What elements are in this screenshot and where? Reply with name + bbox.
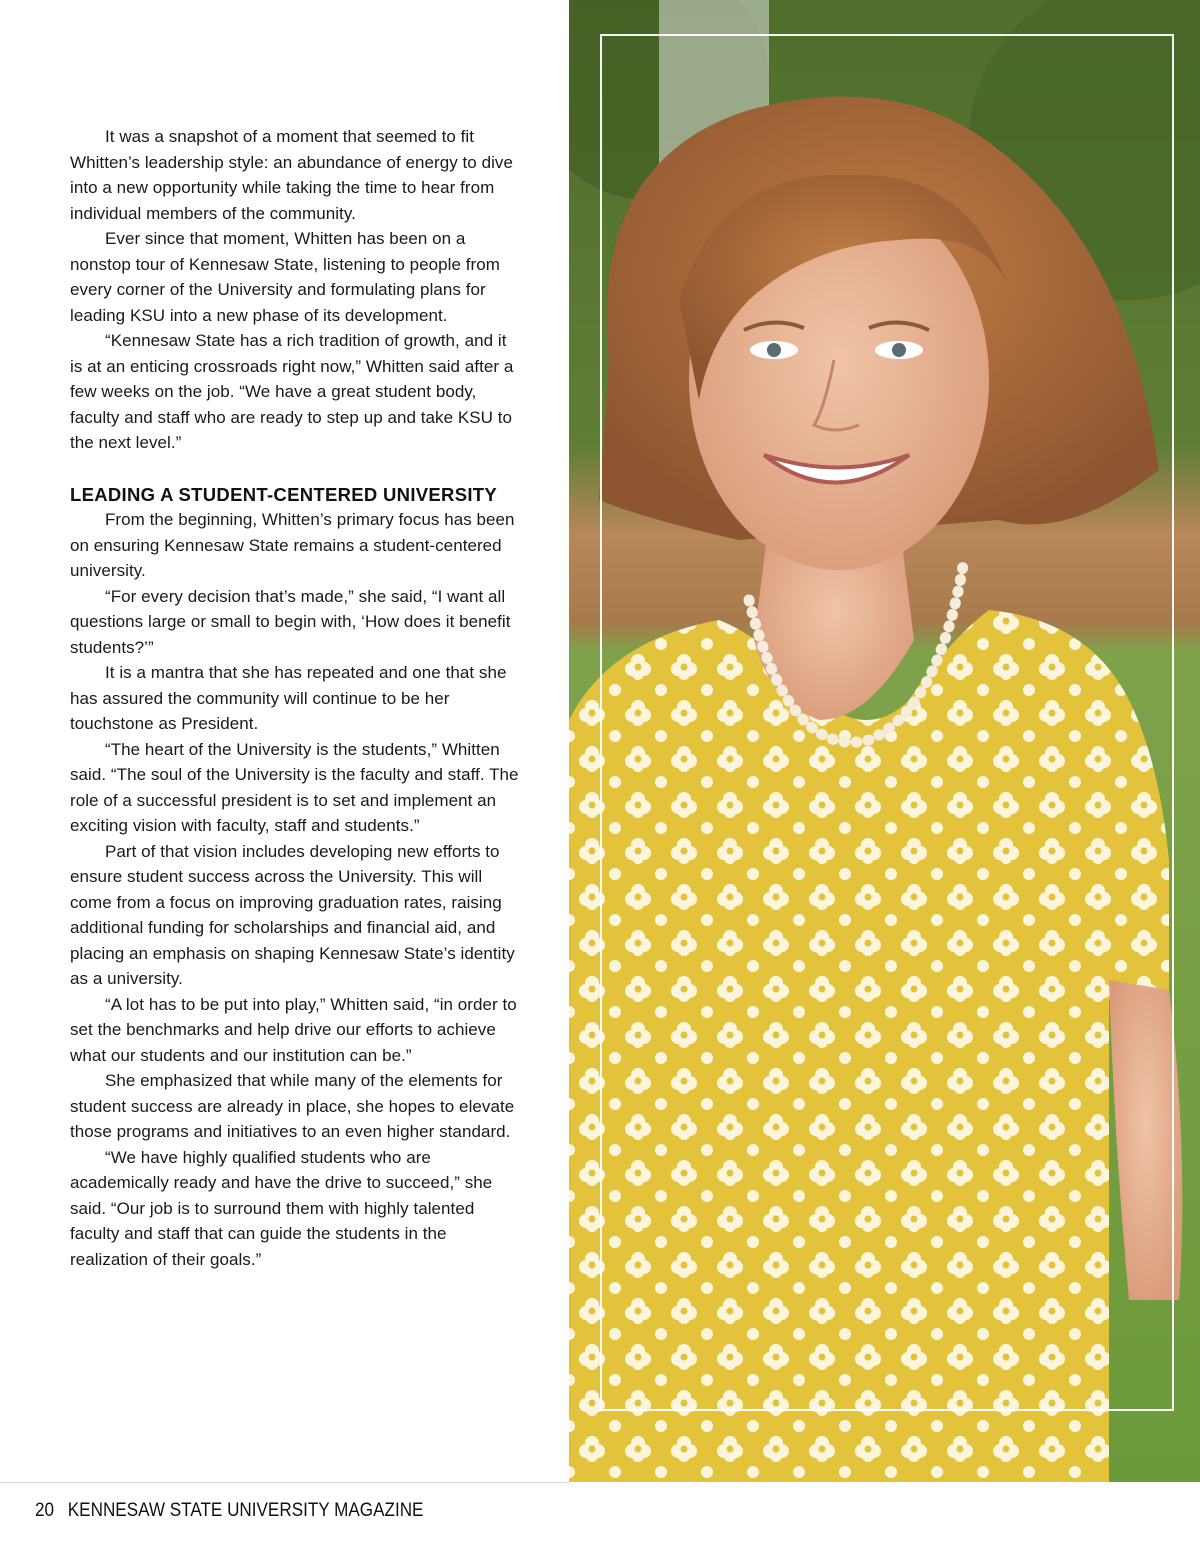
page-footer <box>35 1500 423 1522</box>
paragraph: It is a mantra that she has repeated and one that she has assured the community will continue to be her touchstone as President. <box>70 663 507 733</box>
paragraph: “The heart of the University is the students,” Whitten said. “The soul of the University is the faculty and staff. The role of a successful president is to set and implement an exciting vision with faculty, staff and students.” <box>70 739 519 835</box>
paragraph: From the beginning, Whitten’s primary focus has been on ensuring Kennesaw State remains a student-centered university. <box>70 510 515 580</box>
paragraph: Ever since that moment, Whitten has been on a nonstop tour of Kennesaw State, listening to people from every corner of the University and formulating plans for leading KSU into a new phase of its development. <box>70 229 500 325</box>
footer-divider <box>0 1482 569 1483</box>
photo-frame <box>600 34 1174 1411</box>
paragraph: “For every decision that’s made,” she said, “I want all questions large or small to begin with, ‘How does it benefit students?’” <box>70 586 511 657</box>
section-heading: LEADING A STUDENT-CENTERED UNIVERSITY <box>70 483 498 505</box>
paragraph: “We have highly qualified students who are academically ready and have the drive to succeed,” she said. “Our job is to surround them with highly talented faculty and staff that can guide the students in the realization of their goals.” <box>70 1147 493 1269</box>
paragraph: She emphasized that while many of the elements for student success are already in place, she hopes to elevate those programs and initiatives to an even higher standard. <box>70 1071 515 1141</box>
paragraph: “Kennesaw State has a rich tradition of growth, and it is at an enticing crossroads right now,” Whitten said after a few weeks on the job. “We have a great student body, faculty and staff who are ready to step up and take KSU to the next level.” <box>70 331 514 452</box>
paragraph: Part of that vision includes developing new efforts to ensure student success across the University. This will come from a focus on improving graduation rates, raising additional funding for scholarships and financial aid, and placing an emphasis on shaping Kennesaw State’s identity as a university. <box>70 841 515 988</box>
page-number: 20 <box>35 1500 55 1521</box>
paragraph: It was a snapshot of a moment that seemed to fit Whitten’s leadership style: an abundance of energy to dive into a new opportunity while taking the time to hear from individual members of the community. <box>70 127 513 223</box>
paragraph: “A lot has to be put into play,” Whitten said, “in order to set the benchmarks and help drive our efforts to achieve what our students and our institution can be.” <box>70 994 517 1065</box>
publication-name: KENNESAW STATE UNIVERSITY MAGAZINE <box>67 1500 424 1521</box>
portrait-photo <box>569 0 1200 1482</box>
article-body <box>70 124 520 1272</box>
